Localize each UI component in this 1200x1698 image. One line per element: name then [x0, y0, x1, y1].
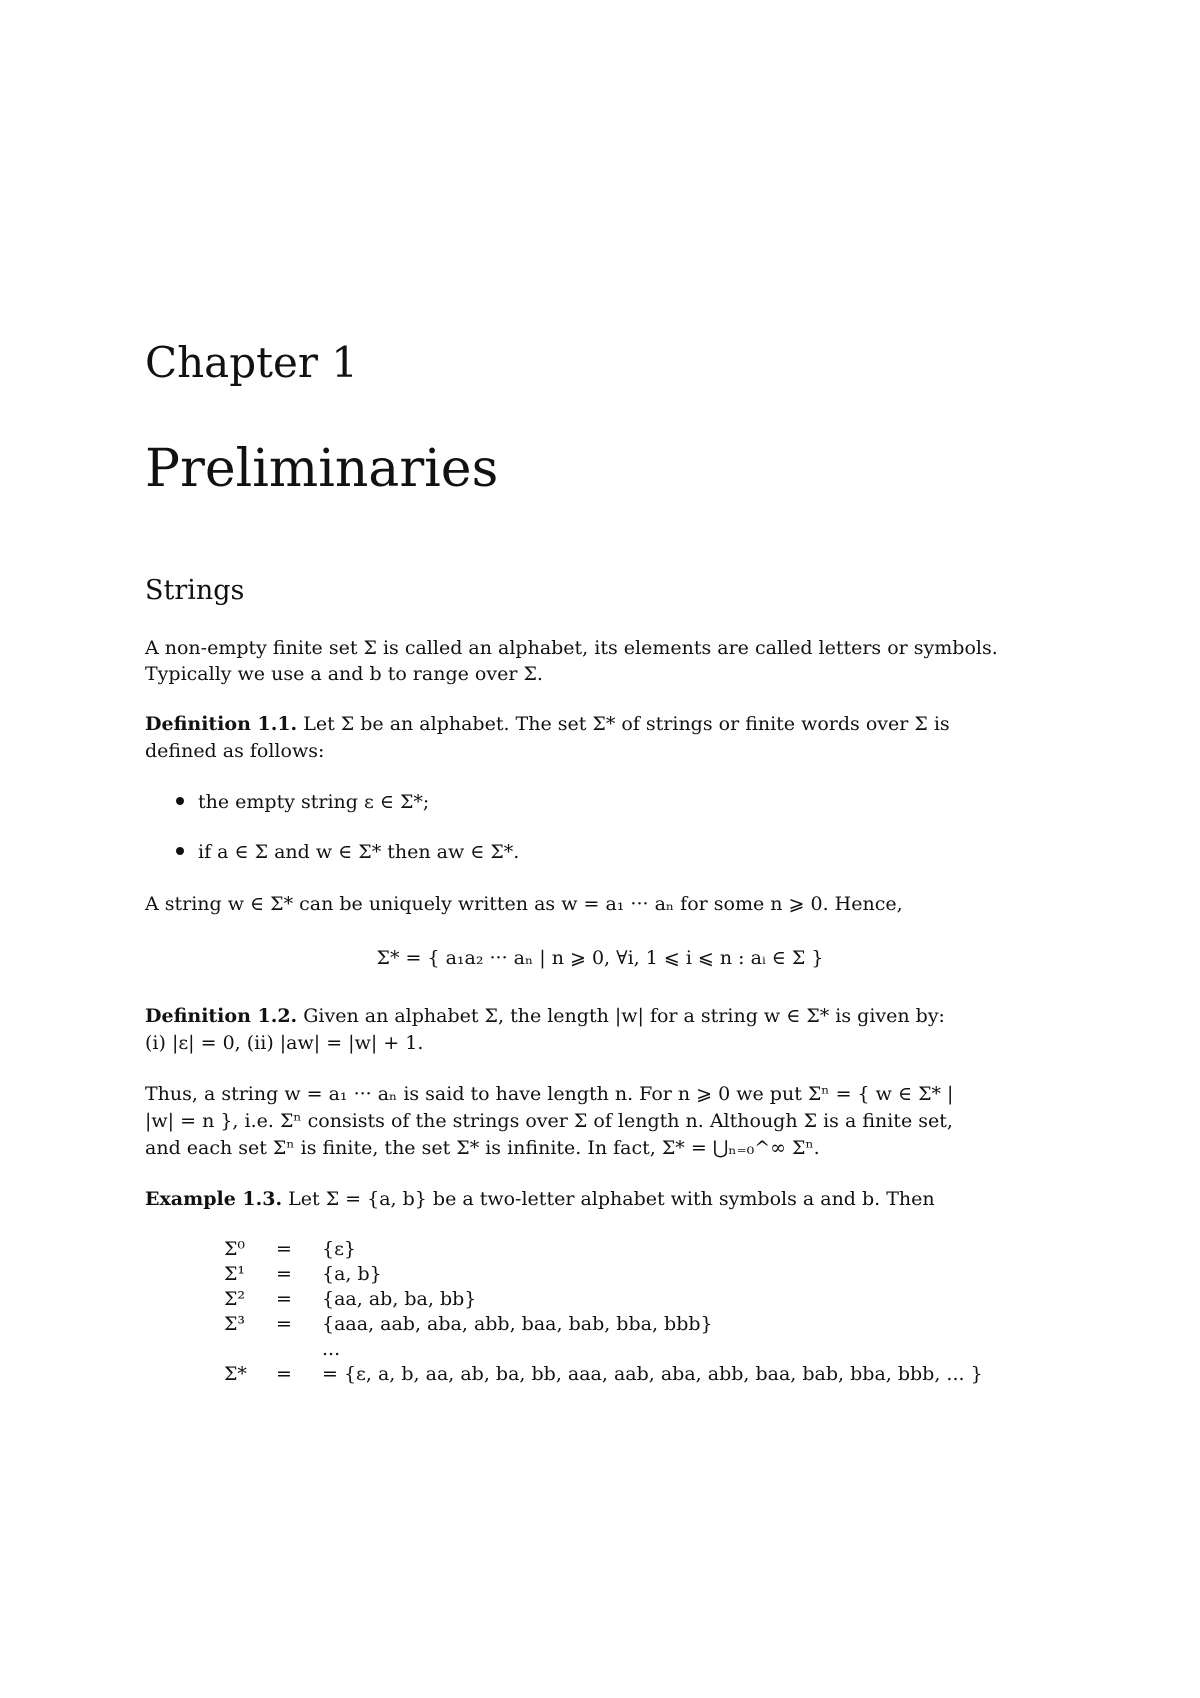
- intro-line-1: A non-empty finite set Σ is called an alphabet, its elements are called letters or symbols.: [145, 637, 998, 659]
- equation-lhs: Σ²: [224, 1287, 246, 1310]
- thus-line-2: |w| = n }, i.e. Σⁿ consists of the strings over Σ of length n. Although Σ is a finite set,: [145, 1110, 953, 1132]
- definition-1-1-line-1: [145, 710, 950, 738]
- equation-array: [224, 1236, 983, 1386]
- chapter-label: Chapter 1: [145, 338, 358, 387]
- bullet-icon: [176, 847, 184, 855]
- equation-rhs: {aaa, aab, aba, abb, baa, bab, bba, bbb}: [322, 1312, 713, 1335]
- equation-rhs: {a, b}: [322, 1262, 382, 1285]
- bullet-item: [176, 838, 519, 866]
- equation-row: [224, 1311, 983, 1336]
- equation-ellipsis: ...: [322, 1337, 341, 1360]
- example-1-3-label: Example 1.3.: [145, 1188, 283, 1210]
- equation-rhs: {ε}: [322, 1237, 357, 1260]
- chapter-title: Preliminaries: [145, 439, 499, 499]
- example-1-3-line: [145, 1185, 935, 1213]
- equation-row: [224, 1236, 983, 1261]
- definition-1-2-line-1: [145, 1002, 945, 1030]
- equation-rhs: {aa, ab, ba, bb}: [322, 1287, 477, 1310]
- definition-1-2-text: Given an alphabet Σ, the length |w| for a string w ∈ Σ* is given by:: [303, 1005, 945, 1027]
- unique-representation-line: A string w ∈ Σ* can be uniquely written as w = a₁ ··· aₙ for some n ⩾ 0. Hence,: [145, 893, 903, 915]
- section-title: Strings: [145, 575, 245, 606]
- thus-line-3: and each set Σⁿ is finite, the set Σ* is infinite. In fact, Σ* = ⋃ₙ₌₀^∞ Σⁿ.: [145, 1137, 820, 1159]
- definition-1-1-label: Definition 1.1.: [145, 713, 298, 735]
- equation-row: [224, 1261, 983, 1286]
- intro-line-2: Typically we use a and b to range over Σ.: [145, 663, 543, 685]
- equation-lhs: Σ¹: [224, 1262, 246, 1285]
- bullet-item: [176, 788, 429, 816]
- display-equation: Σ* = { a₁a₂ ··· aₙ | n ⩾ 0, ∀i, 1 ⩽ i ⩽ n : aᵢ ∈ Σ }: [376, 947, 824, 969]
- thus-line-1: Thus, a string w = a₁ ··· aₙ is said to have length n. For n ⩾ 0 we put Σⁿ = { w ∈ Σ* |: [145, 1083, 954, 1105]
- bullet-text: if a ∈ Σ and w ∈ Σ* then aw ∈ Σ*.: [198, 841, 520, 863]
- definition-1-1-text: Let Σ be an alphabet. The set Σ* of strings or finite words over Σ is: [303, 713, 950, 735]
- example-1-3-text: Let Σ = {a, b} be a two-letter alphabet with symbols a and b. Then: [288, 1188, 935, 1210]
- definition-1-1-line-2: defined as follows:: [145, 740, 325, 762]
- equals-sign: =: [276, 1287, 292, 1310]
- bullet-icon: [176, 797, 184, 805]
- equals-sign: =: [276, 1312, 292, 1335]
- equation-row: [224, 1286, 983, 1311]
- equation-lhs: Σ⁰: [224, 1237, 246, 1260]
- equation-rhs: = {ε, a, b, aa, ab, ba, bb, aaa, aab, aba, abb, baa, bab, bba, bbb, ... }: [322, 1362, 983, 1385]
- equals-sign: =: [276, 1237, 292, 1260]
- equals-sign: [276, 1336, 322, 1361]
- equals-sign: =: [276, 1262, 292, 1285]
- equals-sign: =: [276, 1362, 292, 1385]
- equation-row: [224, 1361, 983, 1386]
- equation-lhs: Σ³: [224, 1312, 246, 1335]
- definition-1-2-label: Definition 1.2.: [145, 1005, 298, 1027]
- equation-row: [224, 1336, 983, 1361]
- definition-1-2-line-2: (i) |ε| = 0, (ii) |aw| = |w| + 1.: [145, 1032, 424, 1054]
- equation-lhs: Σ*: [224, 1362, 247, 1385]
- bullet-text: the empty string ε ∈ Σ*;: [198, 791, 430, 813]
- equation-lhs: [224, 1336, 276, 1361]
